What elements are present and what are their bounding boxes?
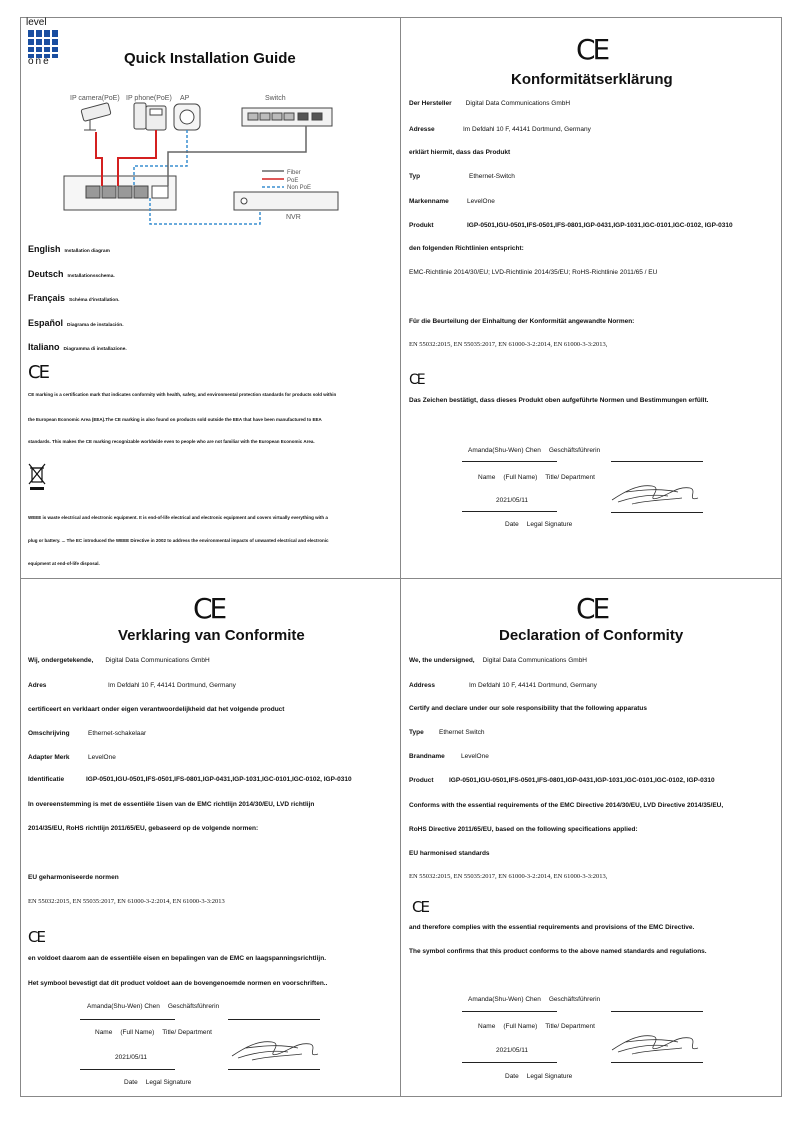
de-confirm: Das Zeichen bestätigt, dass dieses Produkt oben aufgeführte Normen und Bestimmungen erfüllt. bbox=[409, 397, 709, 404]
signature-image bbox=[228, 1032, 324, 1066]
switch-label: Switch bbox=[265, 95, 286, 102]
ip-phone-icon bbox=[134, 103, 166, 130]
lang-english: English Installation diagram bbox=[28, 244, 110, 254]
nl-conform-2: 2014/35/EU, RoHS richtlijn 2011/65/EU, gebaseerd op de volgende normen: bbox=[28, 825, 259, 832]
de-brand-row: Markenname LevelOne bbox=[409, 198, 495, 205]
ce-text-3: standards. This makes the CE marking recognizable worldwide even to people who are not familiar with the European Economic Area. bbox=[28, 439, 315, 444]
svg-text:PoE: PoE bbox=[287, 178, 299, 184]
nl-address-row: Adres Im Defdahl 10 F, 44141 Dortmund, Germany bbox=[28, 682, 236, 689]
nl-date-labels: Date Legal Signature bbox=[124, 1079, 192, 1086]
nl-certify: certificeert en verklaart onder eigen verantwoordelijkheid dat het volgende product bbox=[28, 706, 285, 713]
ap-icon bbox=[174, 104, 200, 130]
en-type-row: Type Ethernet Switch bbox=[409, 729, 485, 736]
logo-top-text: level bbox=[26, 17, 47, 28]
ip-camera-label: IP camera(PoE) bbox=[70, 95, 120, 102]
ip-camera-icon bbox=[81, 103, 111, 130]
en-product-row: Product IGP-0501,IGU-0501,IFS-0501,IFS-0801,IGP-0431,IGP-1031,IGC-0101,IGC-0102, IGP-0310 bbox=[409, 777, 715, 784]
horizontal-divider bbox=[20, 578, 782, 579]
en-conform-2: RoHS Directive 2011/65/EU, based on the following specifications applied: bbox=[409, 826, 638, 833]
signature-image bbox=[608, 1026, 704, 1060]
lang-italiano: Italiano Diagramma di installazione. bbox=[28, 342, 127, 352]
ce-text-2: the European Economic Area (EEA).The CE marking is also found on products sold outside the EEA that have been manufactured to EEA bbox=[28, 417, 322, 422]
nl-standards-label: EU geharmoniseerde normen bbox=[28, 874, 119, 881]
de-title: Konformitätserklärung bbox=[511, 71, 673, 88]
en-date: 2021/05/11 bbox=[496, 1047, 529, 1054]
nl-title: Verklaring van Conformite bbox=[118, 627, 305, 644]
ce-mark-icon: CE bbox=[28, 362, 48, 383]
en-conform-1: Conforms with the essential requirements of the EMC Directive 2014/30/EU, LVD Directive 2014/35/EU, bbox=[409, 802, 724, 809]
weee-text-2: plug or battery. ... The EC introduced the WEEE Directive in 2002 to address the environmental impacts of unwanted electrical and electronic bbox=[28, 538, 329, 543]
guide-title: Quick Installation Guide bbox=[124, 50, 296, 67]
signature-image bbox=[608, 476, 704, 510]
ip-phone-label: IP phone(PoE) bbox=[126, 95, 172, 102]
weee-text-1: WEEE is waste electrical and electronic equipment. It is end-of-life electrical and electronic equipment and covers virtually everything with a bbox=[28, 515, 328, 520]
de-signer-row: Amanda(Shu-Wen) Chen Geschäftsführerin bbox=[468, 447, 601, 454]
en-title: Declaration of Conformity bbox=[499, 627, 684, 644]
nvr-icon bbox=[234, 192, 338, 210]
de-directives: EMC-Richtlinie 2014/30/EU; LVD-Richtlinie 2014/35/EU; RoHS-Richtlinie 2011/65 / EU bbox=[409, 269, 658, 276]
nl-confirm-2: Het symbool bevestigt dat dit product voldoet aan de bovengenoemde normen en voorschriften.. bbox=[28, 980, 328, 987]
nl-name-labels: Name (Full Name) Title/ Department bbox=[95, 1029, 212, 1036]
ce-mark-icon: CE bbox=[28, 928, 44, 946]
de-address-row: Adresse Im Defdahl 10 F, 44141 Dortmund, Germany bbox=[409, 126, 591, 133]
de-type-row: Typ Ethernet-Switch bbox=[409, 173, 515, 180]
installation-diagram bbox=[60, 88, 350, 233]
de-manufacturer-row: Der Hersteller Digital Data Communications GmbH bbox=[409, 100, 571, 107]
de-guidelines: den folgenden Richtlinien entspricht: bbox=[409, 245, 524, 252]
logo-bottom-text: one bbox=[28, 56, 51, 67]
en-date-labels: Date Legal Signature bbox=[505, 1073, 573, 1080]
weee-text-3: equipment at end-of-life disposal. bbox=[28, 561, 100, 566]
nl-confirm-1: en voldoet daarom aan de essentiële eisen en bepalingen van de EMC en laagspanningsrichtlijn. bbox=[28, 955, 326, 962]
switch-icon bbox=[242, 108, 332, 126]
lang-espanol: Español Diagrama de instalación. bbox=[28, 318, 124, 328]
ce-mark-icon: CE bbox=[409, 372, 424, 388]
de-date-labels: Date Legal Signature bbox=[505, 521, 573, 528]
ce-mark-icon: CE bbox=[576, 33, 608, 66]
de-name-labels: Name (Full Name) Title/ Department bbox=[478, 474, 595, 481]
nl-date: 2021/05/11 bbox=[115, 1054, 148, 1061]
nvr-label: NVR bbox=[286, 214, 301, 221]
ap-label: AP bbox=[180, 95, 190, 102]
nl-norms: EN 55032:2015, EN 55035:2017, EN 61000-3-2:2014, EN 61000-3-3:2013 bbox=[28, 898, 225, 905]
levelone-logo bbox=[24, 18, 64, 68]
de-norms: EN 55032:2015, EN 55035:2017, EN 61000-3-2:2014, EN 61000-3-3:2013, bbox=[409, 341, 608, 348]
ce-mark-icon: CE bbox=[412, 898, 428, 916]
en-name-labels: Name (Full Name) Title/ Department bbox=[478, 1023, 595, 1030]
en-undersigned-row: We, the undersigned, Digital Data Communications GmbH bbox=[409, 657, 588, 664]
ce-mark-icon: CE bbox=[193, 592, 225, 625]
nl-type-row: Omschrijving Ethernet-schakelaar bbox=[28, 730, 147, 737]
weee-bin-icon bbox=[27, 462, 47, 492]
ce-text-1: CE marking is a certification mark that indicates conformity with health, safety, and environmental protection standards for products sold within bbox=[28, 392, 337, 397]
de-norms-label: Für die Beurteilung der Einhaltung der Konformität angewandte Normen: bbox=[409, 318, 635, 325]
svg-text:Non PoE: Non PoE bbox=[287, 185, 312, 191]
diagram-legend bbox=[262, 170, 311, 191]
nl-product-row: Identificatie IGP-0501,IGU-0501,IFS-0501,IFS-0801,IGP-0431,IGP-1031,IGC-0101,IGC-0102, IGP-0310 bbox=[28, 776, 352, 783]
lang-francais: Français Schéma d'installation. bbox=[28, 293, 120, 303]
en-norms: EN 55032:2015, EN 55035:2017, EN 61000-3-2:2014, EN 61000-3-3:2013, bbox=[409, 873, 608, 880]
en-address-row: Address Im Defdahl 10 F, 44141 Dortmund, Germany bbox=[409, 682, 597, 689]
en-confirm-2: The symbol confirms that this product conforms to the above named standards and regulations. bbox=[409, 948, 707, 955]
de-product-row: Produkt IGP-0501,IGU-0501,IFS-0501,IFS-0801,IGP-0431,IGP-1031,IGC-0101,IGC-0102, IGP-0310 bbox=[409, 222, 733, 229]
en-confirm-1: and therefore complies with the essential requirements and provisions of the EMC Directive. bbox=[409, 924, 695, 931]
nl-signer-row: Amanda(Shu-Wen) Chen Geschäftsführerin bbox=[87, 1003, 220, 1010]
ce-mark-icon: CE bbox=[576, 592, 608, 625]
de-declares: erklärt hiermit, dass das Produkt bbox=[409, 149, 511, 156]
main-switch-icon bbox=[64, 176, 176, 210]
de-date: 2021/05/11 bbox=[496, 497, 529, 504]
svg-text:Fiber: Fiber bbox=[287, 170, 301, 176]
en-brand-row: Brandname LevelOne bbox=[409, 753, 489, 760]
vertical-divider bbox=[400, 17, 401, 1097]
en-standards-label: EU harmonised standards bbox=[409, 850, 490, 857]
lang-deutsch: Deutsch Installationsschema. bbox=[28, 269, 115, 279]
nl-undersigned-row: Wij, ondergetekende, Digital Data Communications GmbH bbox=[28, 657, 210, 664]
en-certify: Certify and declare under our sole responsibility that the following apparatus bbox=[409, 705, 648, 712]
nl-conform-1: In overeenstemming is met de essentiële 1isen van de EMC richtlijn 2014/30/EU, LVD richtlijn bbox=[28, 801, 315, 808]
nl-brand-row: Adapter Merk LevelOne bbox=[28, 754, 116, 761]
en-signer-row: Amanda(Shu-Wen) Chen Geschäftsführerin bbox=[468, 996, 601, 1003]
